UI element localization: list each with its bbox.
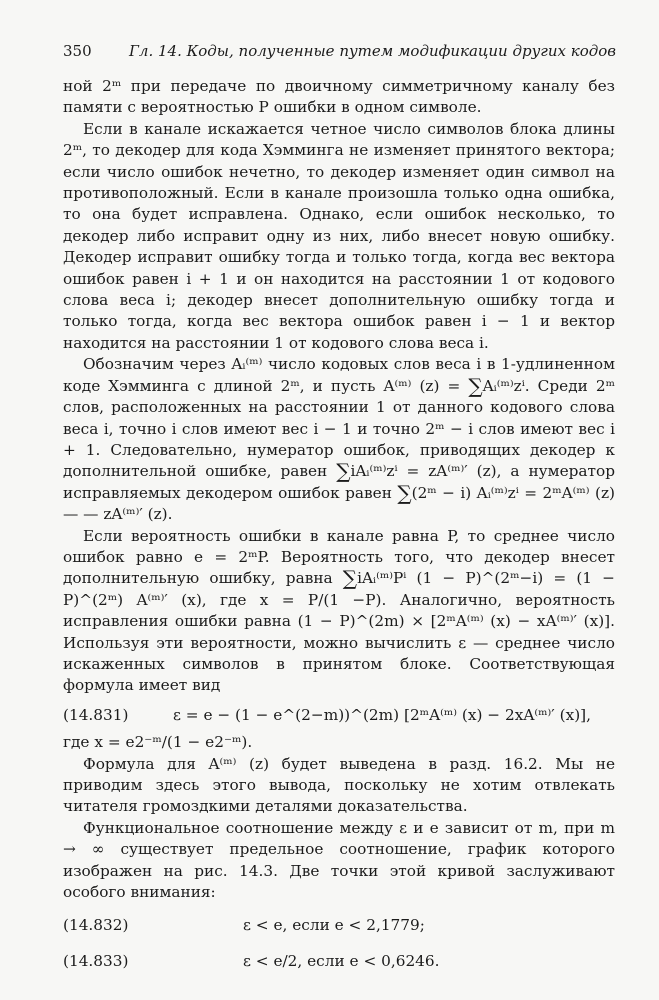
page-number: 350 xyxy=(63,42,92,60)
sum-symbol: ∑ xyxy=(336,459,351,484)
text-fragment: (2ᵐ − i) Aᵢ⁽ᵐ⁾zⁱ = 2ᵐA⁽ᵐ⁾ (z)— — zA⁽ᵐ⁾′ (z). xyxy=(63,483,615,524)
equation-number: (14.831) xyxy=(63,705,129,724)
page-body xyxy=(63,76,615,978)
equation-14-831 xyxy=(63,705,615,726)
paragraph-limit-relation: Функциональное соотношение между ε и e зависит от m, при m → ∞ существует предельное соотношение, график которого изображен на рис. 14.3. Две точки этой кривой заслуживают особого внимания: xyxy=(63,818,615,902)
text-fragment: Aᵢ⁽ᵐ⁾zⁱ. Среди 2ᵐ слов, расположенных на расстоянии 1 от данного кодового слова веса i, точно i слов имеют вес i − 1 и точно 2ᵐ − i слов имеют вес i + 1. Следовательно, нумератор ошибок, приводящих декодер к дополнительной ошибке, равен xyxy=(63,376,615,481)
text-fragment: iAᵢ⁽ᵐ⁾zⁱ = zA⁽ᵐ⁾′ (z), а нумератор исправляемых декодером ошибок равен xyxy=(63,462,615,502)
paragraph-x-definition: где x = e2⁻ᵐ/(1 − e2⁻ᵐ). xyxy=(63,733,253,752)
equation-14-832 xyxy=(63,915,615,936)
text-fragment: Обозначим через Aᵢ⁽ᵐ⁾ число кодовых слов веса i в 1-удлиненном коде Хэмминга с длиной 2ᵐ, и пусть A⁽ᵐ⁾ (z) = xyxy=(63,355,615,395)
paragraph-enumerator xyxy=(63,354,615,525)
equation-formula: ε < e/2, если e < 0,6246. xyxy=(243,951,440,970)
equation-formula: ε < e, если e < 2,1779; xyxy=(243,916,425,935)
paragraph-decoder: Если в канале искажается четное число символов блока длины 2ᵐ, то декодер для кода Хэмминга не изменяет принятого вектора; если число ошибок нечетно, то декодер изменяет один символ на противоположный. Если в канале произошла только одна ошибка, то она будет исправлена. Однако, если ошибок несколько, то декодер либо исправит одну из них, либо внесет новую ошибку. Декодер исправит ошибку тогда и только тогда, когда вес вектора ошибок равен i + 1 и он находится на расстоянии 1 от кодового слова веса i; декодер внесет дополнительную ошибку тогда и только тогда, когда вес вектора ошибок равен i − 1 и вектор находится на расстоянии 1 от кодового слова веса i. xyxy=(63,119,615,352)
running-title: Гл. 14. Коды, полученные путем модификации других кодов xyxy=(129,42,617,60)
equation-14-833 xyxy=(63,951,615,972)
text-fragment: iAᵢ⁽ᵐ⁾Pⁱ (1 − P)^(2ᵐ−i) = (1 − P)^(2ᵐ) A⁽ᵐ⁾′ (x), где x = P/(1 −P). Аналогично, вероятность исправления ошибки равна (1 − P)^(2m) × [2ᵐA⁽ᵐ⁾ (x) − xA⁽ᵐ⁾′ (x)]. Используя эти вероятности, можно вычислить ε — среднее число искаженных символов в принятом блоке. Соответствующая формула имеет вид xyxy=(63,569,615,695)
sum-symbol: ∑ xyxy=(342,566,358,591)
sum-symbol: ∑ xyxy=(468,373,483,398)
equation-formula: ε = e − (1 − e^(2−m))^(2m) [2ᵐA⁽ᵐ⁾ (x) − 2xA⁽ᵐ⁾′ (x)], xyxy=(173,705,592,724)
equation-number: (14.832) xyxy=(63,916,129,935)
paragraph-formula-reference: Формула для A⁽ᵐ⁾ (z) будет выведена в разд. 16.2. Мы не приводим здесь этого вывода, поскольку не хотим отвлекать читателя громоздкими деталями доказательства. xyxy=(63,754,615,816)
paragraph-probability xyxy=(63,526,615,697)
equation-number: (14.833) xyxy=(63,951,129,970)
sum-symbol: ∑ xyxy=(397,480,412,505)
text-fragment: Если вероятность ошибки в канале равна P, то среднее число ошибок равно e = 2ᵐP. Вероятность того, что декодер внесет дополнительную ошибку, равна xyxy=(63,526,615,588)
paragraph-continuation: ной 2ᵐ при передаче по двоичному симметричному каналу без памяти с вероятностью P ошибки в одном символе. xyxy=(63,77,615,117)
